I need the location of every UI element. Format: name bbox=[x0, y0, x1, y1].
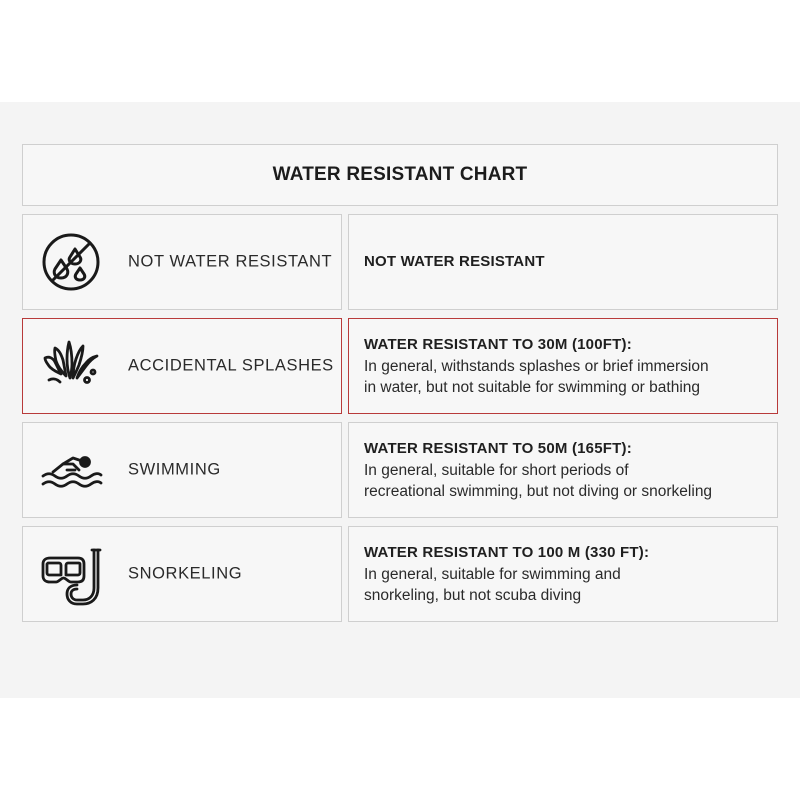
row-not-water-resistant-left bbox=[22, 214, 342, 310]
row-heading: WATER RESISTANT TO 100 M (330 FT): bbox=[364, 544, 650, 561]
row-description-line2: recreational swimming, but not diving or snorkeling bbox=[364, 483, 713, 500]
splash-icon bbox=[39, 334, 103, 398]
row-label: NOT WATER RESISTANT bbox=[128, 252, 333, 271]
row-accidental-splashes-left bbox=[22, 318, 342, 414]
row-label: ACCIDENTAL SPLASHES bbox=[128, 356, 334, 375]
row-heading: WATER RESISTANT TO 30M (100FT): bbox=[364, 336, 632, 353]
row-snorkeling-left bbox=[22, 526, 342, 622]
row-swimming-left bbox=[22, 422, 342, 518]
row-heading: NOT WATER RESISTANT bbox=[364, 253, 545, 270]
chart-title: WATER RESISTANT CHART bbox=[22, 144, 778, 206]
row-accidental-splashes-right bbox=[348, 318, 778, 414]
row-description-line1: In general, suitable for short periods of bbox=[364, 462, 629, 479]
snorkel-mask-icon bbox=[39, 542, 103, 606]
chart-panel bbox=[0, 102, 800, 698]
row-not-water-resistant-right bbox=[348, 214, 778, 310]
row-label: SNORKELING bbox=[128, 564, 243, 583]
row-snorkeling-right bbox=[348, 526, 778, 622]
swimmer-icon bbox=[39, 438, 103, 502]
no-water-drops-icon bbox=[39, 230, 103, 294]
row-description-line1: In general, withstands splashes or brief immersion bbox=[364, 358, 709, 375]
row-heading: WATER RESISTANT TO 50M (165FT): bbox=[364, 440, 632, 457]
row-description-line1: In general, suitable for swimming and bbox=[364, 566, 621, 583]
row-description-line2: in water, but not suitable for swimming or bathing bbox=[364, 379, 701, 396]
row-description-line2: snorkeling, but not scuba diving bbox=[364, 587, 582, 604]
row-swimming-right bbox=[348, 422, 778, 518]
row-label: SWIMMING bbox=[128, 460, 221, 479]
